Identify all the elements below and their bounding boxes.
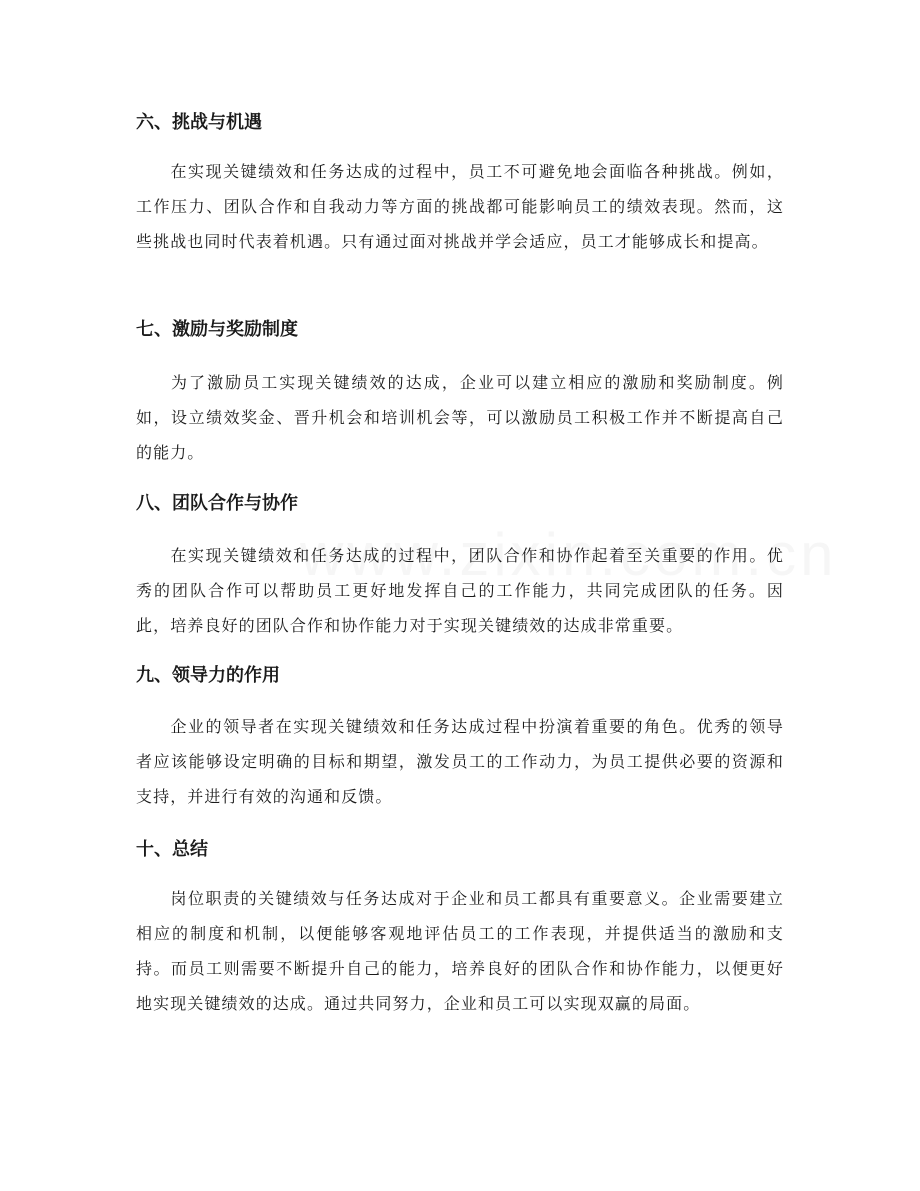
section-paragraph-challenges: 在实现关键绩效和任务达成的过程中，员工不可避免地会面临各种挑战。例如，工作压力、团队合作和自我动力等方面的挑战都可能影响员工的绩效表现。然而，这些挑战也同时代表着机遇。只有通过面对挑战并学会适应，员工才能够成长和提高。 — [136, 162, 784, 251]
section-paragraph-incentives: 为了激励员工实现关键绩效的达成，企业可以建立相应的激励和奖励制度。例如，设立绩效奖金、晋升机会和培训机会等，可以激励员工积极工作并不断提高自己的能力。 — [136, 373, 784, 462]
section-heading-summary: 十、总结 — [136, 839, 208, 860]
section-paragraph-leadership: 企业的领导者在实现关键绩效和任务达成过程中扮演着重要的角色。优秀的领导者应该能够设定明确的目标和期望，激发员工的工作动力，为员工提供必要的资源和支持，并进行有效的沟通和反馈。 — [136, 717, 784, 806]
section-paragraph-summary: 岗位职责的关键绩效与任务达成对于企业和员工都具有重要意义。企业需要建立相应的制度和机制，以便能够客观地评估员工的工作表现，并提供适当的激励和支持。而员工则需要不断提升自己的能力，培养良好的团队合作和协作能力，以便更好地实现关键绩效的达成。通过共同努力，企业和员工可以实现双赢的局面。 — [136, 889, 784, 1013]
section-heading-teamwork: 八、团队合作与协作 — [136, 493, 298, 514]
section-heading-incentives: 七、激励与奖励制度 — [136, 319, 298, 340]
section-heading-challenges: 六、挑战与机遇 — [136, 112, 262, 133]
section-heading-leadership: 九、领导力的作用 — [136, 665, 280, 686]
section-paragraph-teamwork: 在实现关键绩效和任务达成的过程中，团队合作和协作起着至关重要的作用。优秀的团队合作可以帮助员工更好地发挥自己的工作能力，共同完成团队的任务。因此，培养良好的团队合作和协作能力对于实现关键绩效的达成非常重要。 — [136, 546, 784, 635]
